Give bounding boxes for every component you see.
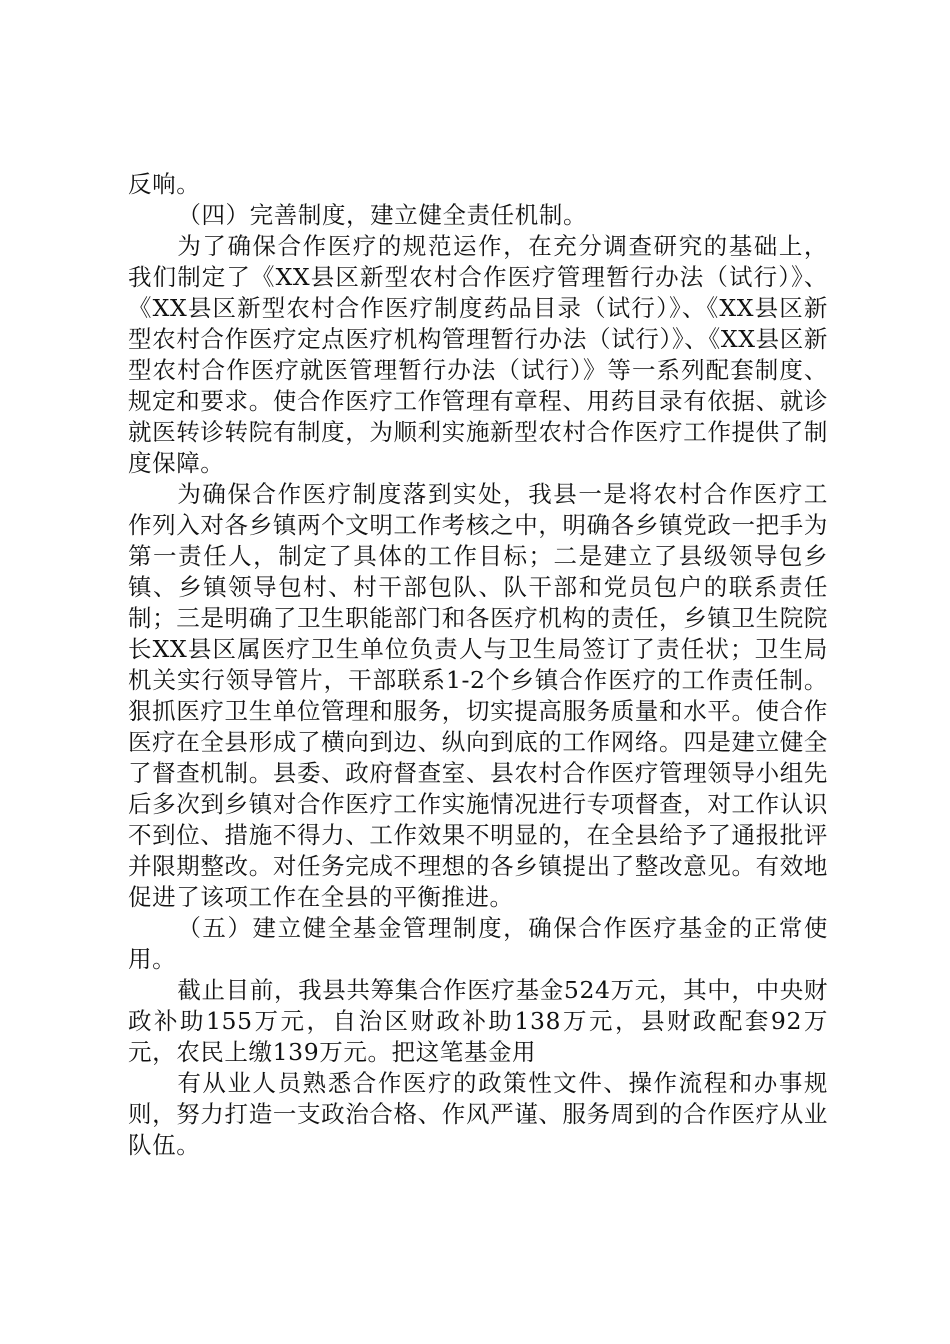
section-heading-4: （四）完善制度，建立健全责任机制。 <box>177 201 588 229</box>
section-heading-5: （五）建立健全基金管理制度，确保合作医疗基金的正常使用。 <box>128 914 828 973</box>
paragraph-fanxiang: 反响。 <box>128 170 201 198</box>
paragraph-staff: 有从业人员熟悉合作医疗的政策性文件、操作流程和办事规则，努力打造一支政治合格、作风严谨、服务周到的合作医疗从业队伍。 <box>128 1069 828 1159</box>
paragraph-fund: 截止目前，我县共筹集合作医疗基金524万元，其中，中央财政补助155万元，自治区财政补助138万元，县财政配套92万元，农民上缴139万元。把这笔基金用 <box>128 976 828 1066</box>
paragraph-regulations: 为了确保合作医疗的规范运作，在充分调查研究的基础上，我们制定了《XX县区新型农村合作医疗管理暂行办法（试行）》、《XX县区新型农村合作医疗制度药品目录（试行）》、《XX县区新型农村合作医疗定点医疗机构管理暂行办法（试行）》、《XX县区新型农村合作医疗就医管理暂行办法（试行）》等一系列配套制度、规定和要求。使合作医疗工作管理有章程、用药目录有依据、就诊就医转诊转院有制度，为顺利实施新型农村合作医疗工作提供了制度保障。 <box>128 232 828 477</box>
document-page <box>128 169 828 1161</box>
paragraph-responsibility: 为确保合作医疗制度落到实处，我县一是将农村合作医疗工作列入对各乡镇两个文明工作考核之中，明确各乡镇党政一把手为第一责任人，制定了具体的工作目标；二是建立了县级领导包乡镇、乡镇领导包村、村干部包队、队干部和党员包户的联系责任制；三是明确了卫生职能部门和各医疗机构的责任，乡镇卫生院院长XX县区属医疗卫生单位负责人与卫生局签订了责任状；卫生局机关实行领导管片，干部联系1-2个乡镇合作医疗的工作责任制。狠抓医疗卫生单位管理和服务，切实提高服务质量和水平。使合作医疗在全县形成了横向到边、纵向到底的工作网络。四是建立健全了督查机制。县委、政府督查室、县农村合作医疗管理领导小组先后多次到乡镇对合作医疗工作实施情况进行专项督查，对工作认识不到位、措施不得力、工作效果不明显的，在全县给予了通报批评并限期整改。对任务完成不理想的各乡镇提出了整改意见。有效地促进了该项工作在全县的平衡推进。 <box>128 480 828 911</box>
